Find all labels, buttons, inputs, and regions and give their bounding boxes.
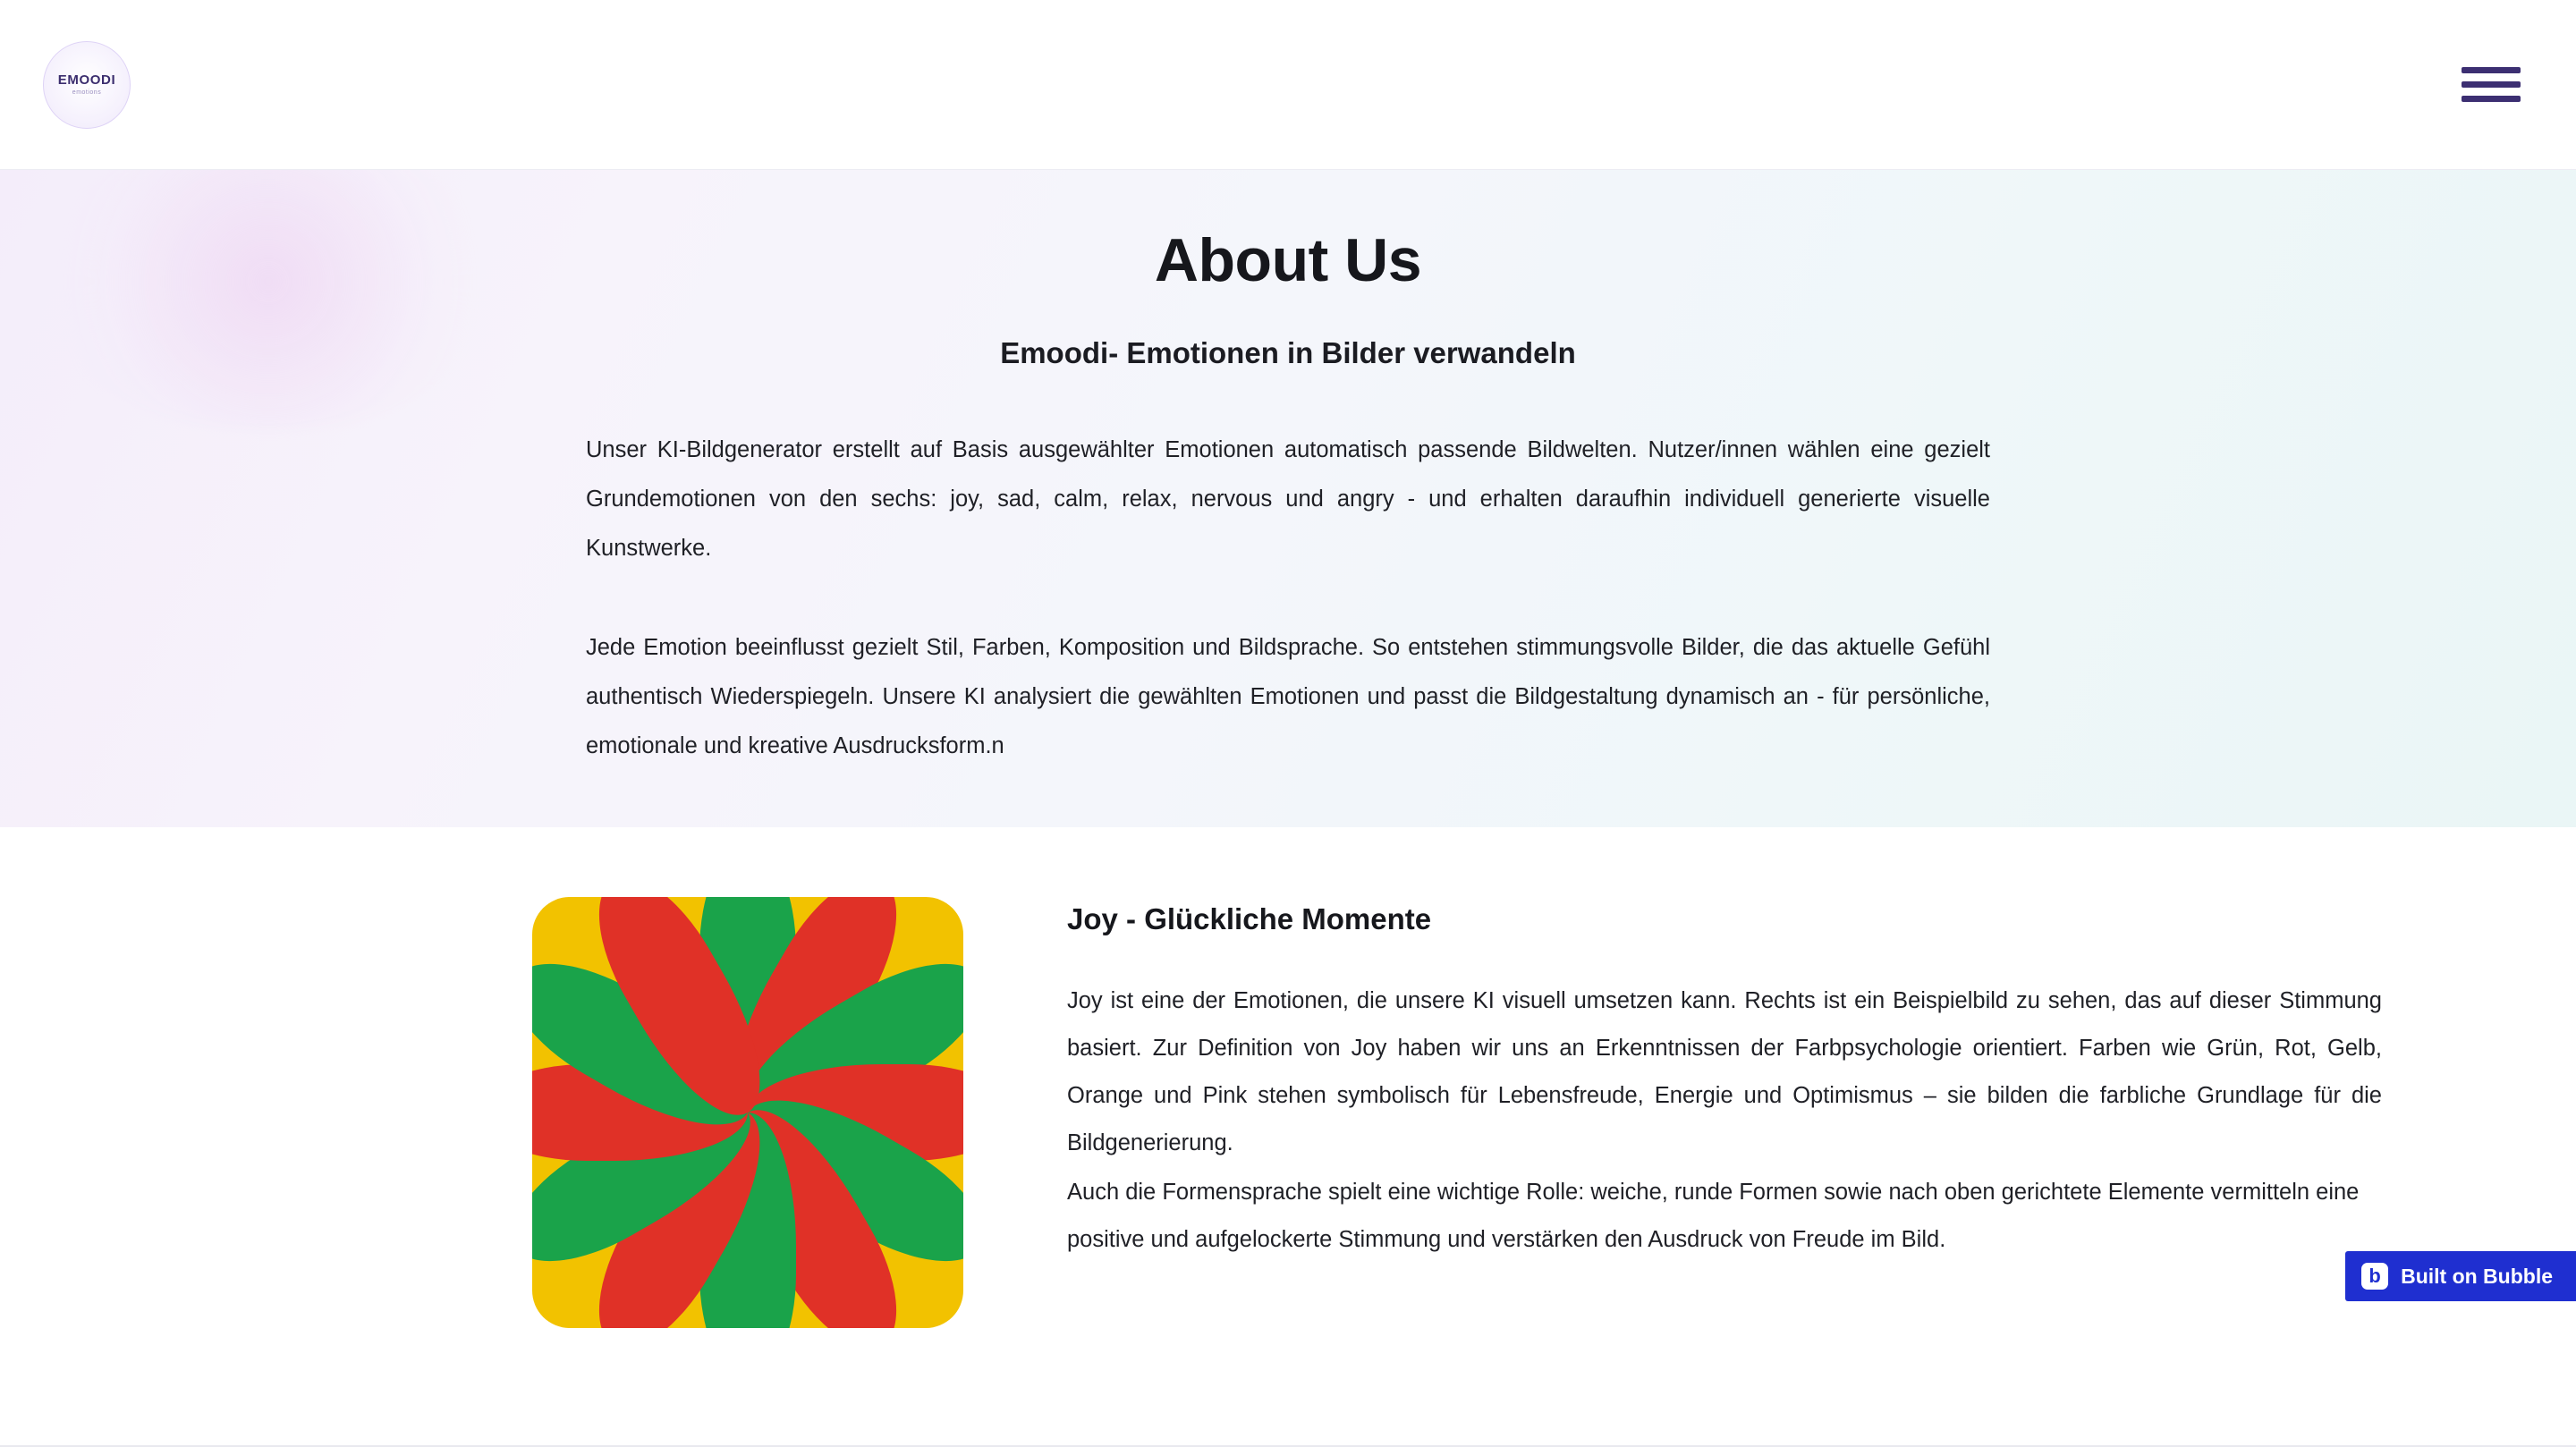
about-section <box>0 170 2576 827</box>
logo-text: EMOODI <box>57 72 116 88</box>
hamburger-menu-icon[interactable] <box>2462 58 2526 112</box>
menu-bar-1 <box>2462 67 2521 73</box>
joy-paragraph-1: Joy ist eine der Emotionen, die unsere KI visuell umsetzen kann. Rechts ist ein Beispielbild zu sehen, das auf dieser Stimmung basiert. Zur Definition von Joy haben wir uns an Erkenntnissen der Farbpsychologie orientiert. Farben wie Grün, Rot, Gelb, Orange und Pink stehen symbolisch für Lebensfreude, Energie und Optimismus – sie bilden die farbliche Grundlage für die Bildgenerierung. <box>1067 988 2382 1155</box>
joy-paragraph-2: Auch die Formensprache spielt eine wichtige Rolle: weiche, runde Formen sowie nach oben gerichtete Elemente vermitteln eine positive und aufgelockerte Stimmung und verstärken den Ausdruck von Freude im Bild. <box>1067 1180 2360 1252</box>
about-paragraph-1: Unser KI-Bildgenerator erstellt auf Basis ausgewählter Emotionen automatisch passende Bildwelten. Nutzer/innen wählen eine gezielt Grundemotionen von den sechs: joy, sad, calm, relax, nervous und angry - und erhalten daraufhin individuell generierte visuelle Kunstwerke. <box>586 437 1990 561</box>
joy-section <box>0 827 2576 1328</box>
bubble-badge-label: Built on Bubble <box>2401 1264 2553 1288</box>
logo-subtext: emotions <box>72 89 102 96</box>
bubble-logo-icon: b <box>2361 1263 2388 1290</box>
site-header <box>0 0 2576 170</box>
menu-bar-3 <box>2462 96 2521 102</box>
joy-title: Joy - Glückliche Momente <box>1067 902 1432 935</box>
built-on-bubble-badge[interactable] <box>2345 1251 2576 1301</box>
about-paragraph-2: Jede Emotion beeinflusst gezielt Stil, Farben, Komposition und Bildsprache. So entstehen stimmungsvolle Bilder, die das aktuelle Gefühl authentisch Wiederspiegeln. Unsere KI analysiert die gewählten Emotionen und passt die Bildgestaltung dynamisch an - für persönliche, emotionale und kreative Ausdrucksform.n <box>586 635 1990 758</box>
menu-bar-2 <box>2462 81 2521 88</box>
about-body <box>586 426 1990 771</box>
joy-example-image <box>532 897 963 1328</box>
logo[interactable] <box>43 41 131 129</box>
about-subtitle: Emoodi- Emotionen in Bilder verwandeln <box>1000 336 1576 369</box>
page-title: About Us <box>1154 226 1422 294</box>
joy-text-block <box>1067 897 2382 1264</box>
